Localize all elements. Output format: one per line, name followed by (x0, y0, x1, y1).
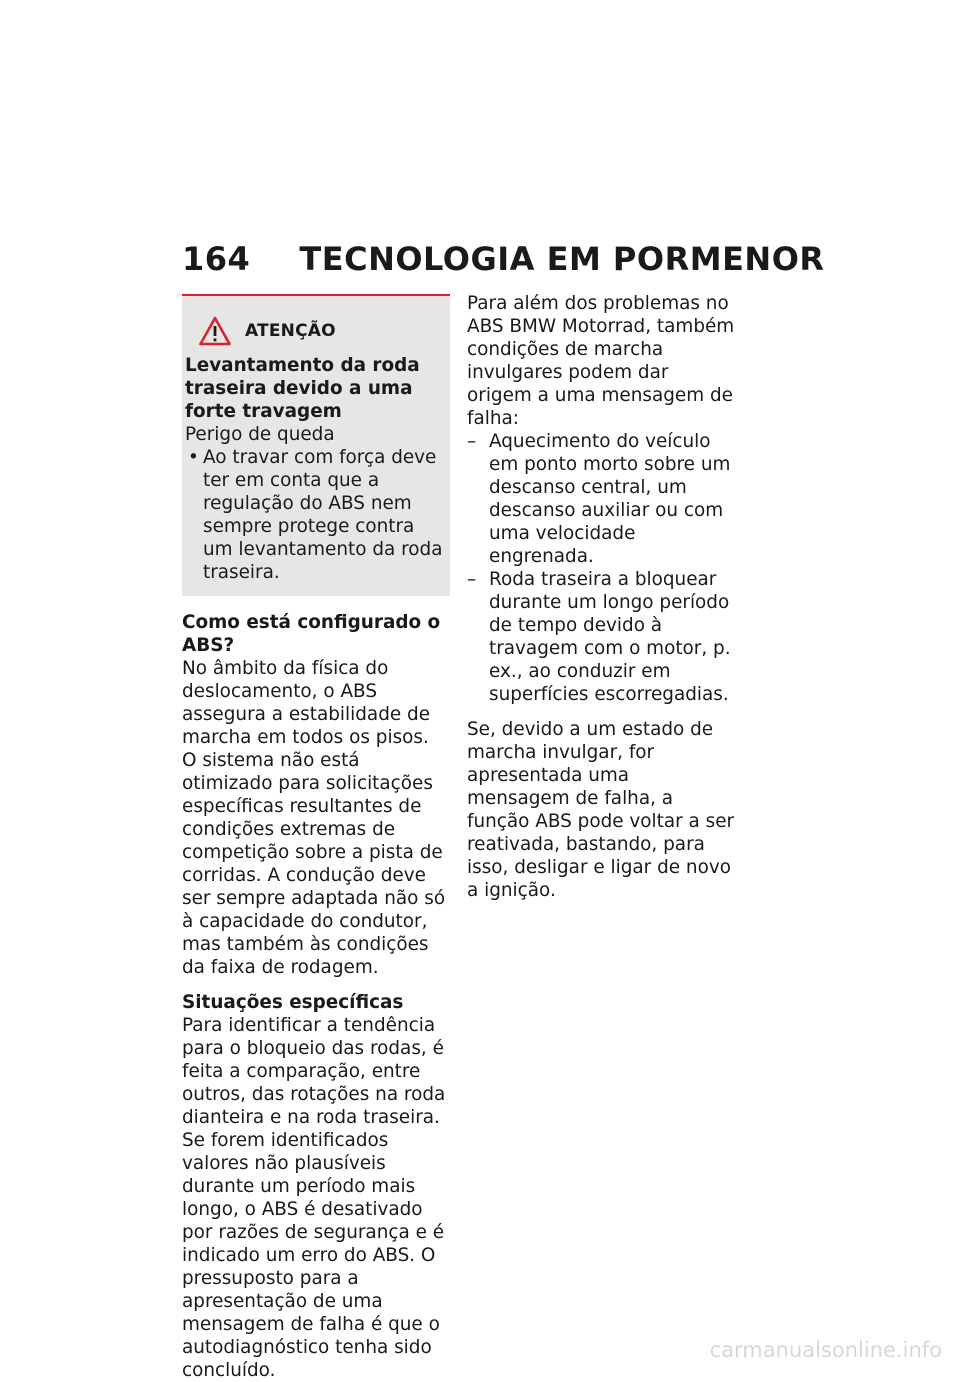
warning-label: ATENÇÃO (245, 320, 336, 341)
list-item: – Aquecimento do veículo em ponto morto sobre um descanso central, um descanso auxiliar ou com uma velocidade engrenada. (467, 430, 735, 568)
list-item: – Roda traseira a bloquear durante um longo período de tempo devido à travagem com o motor, p. ex., ao conduzir em superfícies escorregadias. (467, 568, 735, 706)
warning-icon (199, 316, 231, 346)
section-body-specific-2: Para além dos problemas no ABS BMW Motorrad, também condições de marcha invulgares podem dar origem a uma mensagem de falha: (467, 293, 735, 429)
section-body-specific-3: Se, devido a um estado de marcha invulgar, for apresentada uma mensagem de falha, a função ABS pode voltar a ser reativada, bastando, para isso, desligar e ligar de novo a ignição. (467, 719, 735, 901)
section-heading-specific: Situações específicas (182, 992, 404, 1013)
warning-title: Levantamento da roda traseira devido a uma forte travagem (185, 355, 420, 422)
warning-header (199, 314, 447, 348)
section-body-specific: Para identificar a tendência para o bloqueio das rodas, é feita a comparação, entre outros, das rotações na roda dianteira e na roda traseira. Se forem identificados valores não plausíveis durante um período mais longo, o ABS é desativado por razões de segurança e é indicado um erro do ABS. O pressuposto para a apresentação de uma mensagem de falha é que o autodiagnóstico tenha sido concluído. (182, 1015, 446, 1381)
watermark: carmanualsonline.info (709, 1338, 942, 1362)
right-column (467, 292, 735, 902)
section-heading-abs-config: Como está configurado o ABS? (182, 612, 441, 656)
section-body-abs-config: No âmbito da física do deslocamento, o ABS assegura a estabilidade de marcha em todos os pisos. O sistema não está otimizado para solicitações específicas resultantes de condições extremas de competição sobre a pista de corridas. A condução deve ser sempre adaptada não só à capacidade do condutor, mas também às condições da faixa de rodagem. (182, 658, 446, 978)
warning-box (182, 294, 450, 596)
warning-subtitle: Perigo de queda (185, 424, 335, 445)
left-column (182, 294, 448, 1382)
page-title: TECNOLOGIA EM PORMENOR (299, 240, 825, 278)
page-header (182, 240, 825, 278)
page-number: 164 (182, 240, 251, 278)
warning-bullet: • Ao travar com força deve ter em conta que a regulação do ABS nem sempre protege contra um levantamento da roda traseira. (185, 446, 447, 584)
